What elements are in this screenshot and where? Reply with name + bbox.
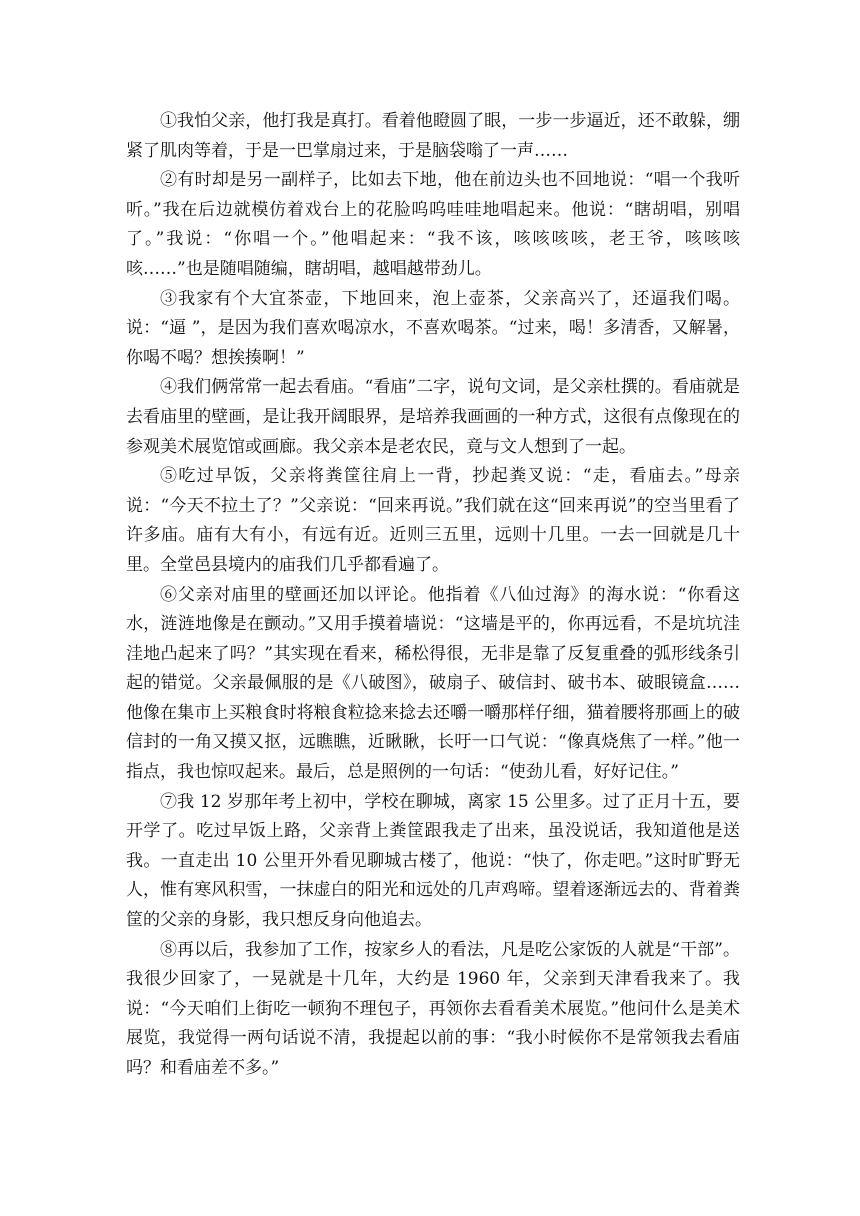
paragraph-8: ⑧再以后，我参加了工作，按家乡人的看法，凡是吃公家饭的人就是“干部”。我很少回家了，一晃就是十几年，大约是 1960 年，父亲到天津看我来了。我说：“今天咱们上街吃一顿狗不理包子，再领你去看看美术展览。”他问什么是美术展览，我觉得一两句话说不清，我提起以前的事：“我小时候你不是常领我去看庙吗？和看庙差不多。” <box>126 939 740 1078</box>
paragraph-4: ④我们俩常常一起去看庙。“看庙”二字，说句文词，是父亲杜撰的。看庙就是去看庙里的壁画，是让我开阔眼界，是培养我画画的一种方式，这很有点像现在的参观美术展览馆或画廊。我父亲本是老农民，竟与文人想到了一起。 <box>126 377 740 457</box>
paragraph-6: ⑥父亲对庙里的壁画还加以评论。他指着《八仙过海》的海水说：“你看这水，涟涟地像是在颤动。”又用手摸着墙说：“这墙是平的，你再远看，不是坑坑洼洼地凸起来了吗？”其实现在看来，稀松得很，无非是靠了反复重叠的弧形线条引起的错觉。父亲最佩服的是《八破图》，破扇子、破信封、破书本、破眼镜盒……他像在集市上买粮食时将粮食粒捻来捻去还嚼一嚼那样仔细，猫着腰将那画上的破信封的一角又摸又抠，远瞧瞧，近瞅瞅，长吁一口气说：“像真烧焦了一样。”他一指点，我也惊叹起来。最后，总是照例的一句话：“使劲儿看，好好记住。” <box>126 584 740 783</box>
paragraph-3: ③我家有个大宜茶壶，下地回来，泡上壶茶，父亲高兴了，还逼我们喝。说：“逼 ”，是因为我们喜欢喝凉水，不喜欢喝茶。“过来，喝！多清香，又解暑，你喝不喝？想挨揍啊！” <box>126 288 740 368</box>
paragraph-1: ①我怕父亲，他打我是真打。看着他瞪圆了眼，一步一步逼近，还不敢躲，绷紧了肌肉等着，于是一巴掌扇过来，于是脑袋嗡了一声…… <box>126 111 740 161</box>
paragraph-5: ⑤吃过早饭，父亲将粪筐往肩上一背，抄起粪叉说：“走，看庙去。”母亲说：“今天不拉土了？”父亲说：“回来再说。”我们就在这“回来再说”的空当里看了许多庙。庙有大有小，有远有近。近则三五里，远则十几里。一去一回就是几十里。全堂邑县境内的庙我们几乎都看遍了。 <box>126 466 740 575</box>
paragraph-2: ②有时却是另一副样子，比如去下地，他在前边头也不回地说：“唱一个我听听。”我在后边就模仿着戏台上的花脸呜呜哇哇地唱起来。他说：“瞎胡唱，别唱了。”我说：“你唱一个。”他唱起来：“我不该，咳咳咳咳，老王爷，咳咳咳咳……”也是随唱随编，瞎胡唱，越唱越带劲儿。 <box>126 170 740 279</box>
document-body <box>126 107 740 1084</box>
paragraph-7: ⑦我 12 岁那年考上初中，学校在聊城，离家 15 公里多。过了正月十五，要开学了。吃过早饭上路，父亲背上粪筐跟我走了出来，虽没说话，我知道他是送我。一直走出 10 公里开外看见聊城古楼了，他说：“快了，你走吧。”这时旷野无人，惟有寒风积雪，一抹虚白的阳光和远处的几声鸡啼。望着逐渐远去的、背着粪筐的父亲的身影，我只想反身向他追去。 <box>126 791 740 931</box>
